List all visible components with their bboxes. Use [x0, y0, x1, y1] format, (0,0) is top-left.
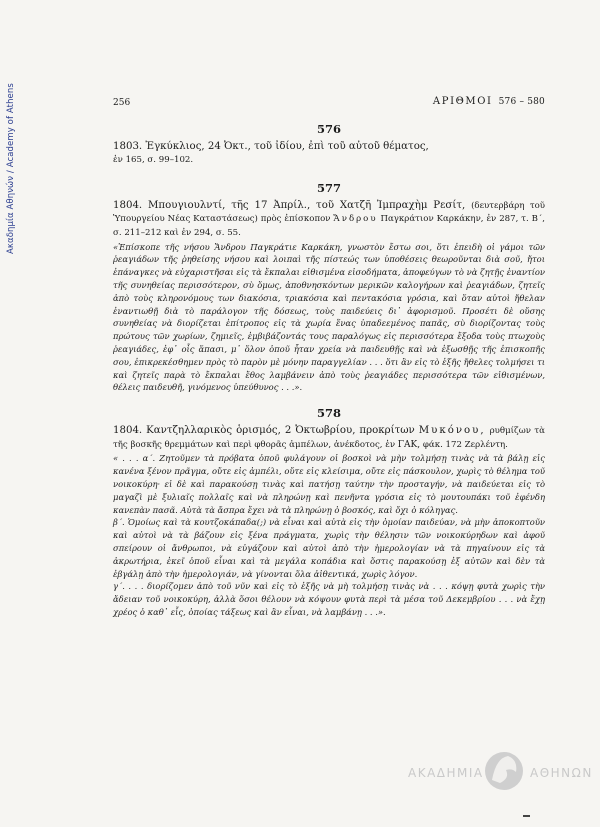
- entry-578-sub-rest: φάκ. 172 Ζερλέντη.: [422, 439, 508, 450]
- header-title-text: ΑΡΙΘΜΟΙ: [432, 96, 493, 107]
- running-header: [113, 96, 545, 112]
- entry-577-place: Ἄνδρου: [333, 214, 378, 225]
- entry-577-lead: 1804. Μπουγιουλντί, τῆς 17 Ἀπρίλ., τοῦ Χατζῆ Ἰμπραχὴμ Ρεσίτ,: [113, 199, 466, 211]
- academy-watermark-logo: [408, 750, 593, 792]
- entry-577-quote-text: «Ἐπίσκοπε τῆς νήσου Ἄνδρου Παγκράτιε Καρκάκη, γνωστὸν ἔστω σοι, ὅτι ἐπειδὴ οἱ γάμοι τῶν ῥεαγιάδων τῆς ῥηθείσης νήσου καὶ λοιπαὶ τῆς πίστεώς των ὑποθέσεις θεωροῦνται διὰ σοῦ, ἤτοι ἐπάναγκες νὰ εὐχαριστῆσαι εἰς τὰ ἔκπαλαι εἰθισμένα εἰσοδήματα, ἀποφεύγων τὸ νὰ ζητῇς ἐναντίον τῆς συνηθείας περισσότερον, σὺ ὅμως, ἀποθνησκόντων μερικῶν καλογήρων καὶ ῥεαγιάδων, ζητεῖς ἀπὸ τοὺς κληρονόμους των διακόσια, τριακόσια καὶ πεντακόσια γρόσια, καὶ ὅταν αὐτοὶ ἤθελαν ἐναντιωθῇ διὰ τὸ παράλογον τῆς δόσεως, τοὺς παιδεύεις δι᾽ ἀφορισμοῦ. Προσέτι δὲ οὔσης συνηθείας νὰ διορίζεται ἐπίτροπος εἰς τὰ χωρία ἕνας ὑπαδεεμένος παπᾶς, σὺ διορίζοντας τοὺς πρώτους τῶν χωρίων, ζημιεῖς, ἐμβιβάζοντάς τους παραλόγως εἰς περισσότερα ἔξοδα τοὺς πτωχοὺς ῥεαγιάδες, ἐφ᾽ οἷς ἅπασι, μ᾽ ὅλον ὁποῦ ἦταν χρεία νὰ παιδευθῇς καὶ νὰ ἐξωσθῇς τῆς ἐπισκοπῆς σου, ἐπικρεκέσθημεν πρὸς τὸ παρὸν μὲ μόνην παραγγελίαν . . . ὅτι ἂν εἰς τὸ ἑξῆς ἤθελες τολμήσει τι καὶ ζητεῖς παρὰ τὸ ἔκπαλαι ἔθος λαμβάνειν ἀπὸ τοὺς ῥεαγιάδες περισσότερα τῶν εἰθισμένων, θέλεις παιδευθῆ, γινόμενος ὑπεύθυνος . . .».: [113, 241, 545, 393]
- entry-578-quote-c: γ΄. . . . διορίζομεν ἀπὸ τοῦ νῦν καὶ εἰς τὸ ἑξῆς νὰ μὴ τολμήσῃ τινὰς νὰ . . . κόψῃ φυτὰ χωρὶς τὴν ἄδειαν τοῦ νοικοκύρη, ἀλλὰ ὅσοι θέλουν νὰ κόψουν φυτὰ περὶ τὰ μέσα τοῦ Δεκεμβρίου . . . νὰ ἔχῃ χρέος ὁ καθ᾽ εἷς, ὁποίας τάξεως καὶ ἂν εἶναι, νὰ λαμβάνῃ . . .».: [113, 581, 545, 617]
- entry-577-quote: [113, 241, 545, 395]
- entry-number-578: 578: [316, 406, 341, 421]
- entry-578: [113, 424, 545, 451]
- entry-577-sub-text: (δευτερβάρη τοῦ Ὑπουργείου Νέας Καταστάσεως) πρὸς ἐπίσκοπον: [113, 200, 545, 225]
- page-end-mark: [523, 815, 530, 817]
- document-page: [113, 96, 545, 619]
- entry-576-ref: ἐν 165, σ. 99–102.: [113, 155, 194, 166]
- header-range: 576 – 580: [498, 97, 545, 107]
- entry-578-archive: ΓΑΚ,: [397, 439, 421, 450]
- watermark-word-left: ΑΚΑΔΗΜΙΑ: [408, 766, 484, 780]
- entry-578-place: Μυκόνου,: [418, 425, 486, 437]
- watermark-word-right: ΑΘΗΝΩΝ: [530, 766, 593, 780]
- archive-stamp: Ακαδημία Αθηνών / Academy of Athens: [6, 83, 16, 254]
- entry-576: [113, 140, 545, 167]
- entry-578-quote: [113, 452, 545, 618]
- entry-577: [113, 199, 545, 240]
- entry-number-576: 576: [316, 122, 341, 136]
- entry-578-quote-a: « . . . α΄. Ζητοῦμεν τὰ πρόβατα ὁποῦ φυλάγουν οἱ βοσκοὶ νὰ μὴν τολμήσῃ τινὰς νὰ τὰ βάλῃ εἰς κανένα ξένον πρᾶγμα, οὔτε εἰς ἀμπέλι, οὔτε εἰς κλείσιμα, οὔτε εἰς πάσκουλον, χωρὶς τὸ θέλημα τοῦ νοικοκύρη· εἰ δὲ καὶ παρακούσῃ τινὰς καὶ πατήσῃ ταύτην τὴν προσταγήν, νὰ παιδεύεται εἰς τὸ μαγαζὶ μὲ ξυλιαῖς πολλαῖς καὶ νὰ πληρώνῃ καὶ πενῆντα γρόσια εἰς τὸ μουτουπάκι τοῦ ἐφένδη κανεπὰν πασᾶ. Αὐτὰ τὰ ἄσπρα ἔχει νὰ τὰ πληρώνῃ ὁ βοσκός, καὶ ὄχι ὁ κόληγας.: [113, 453, 545, 515]
- entry-577-sub-rest: Παγκράτιον Καρκάκην, ἐν 287, τ. Β΄, σ. 211–212 καὶ ἐν 294, σ. 55.: [113, 214, 545, 238]
- entry-number-577: 577: [316, 180, 341, 195]
- entry-578-sub-text: ρυθμίζων τὰ τῆς βοσκῆς θρεμμάτων καὶ περὶ φθορᾶς ἀμπέλων, ἀνέκδοτος, ἐν: [113, 426, 545, 450]
- entry-576-lead: 1803. Ἐγκύκλιος, 24 Ὀκτ., τοῦ ἰδίου, ἐπὶ τοῦ αὐτοῦ θέματος,: [113, 141, 429, 152]
- header-title: [433, 96, 545, 107]
- entry-578-quote-b: β΄. Ὁμοίως καὶ τὰ κουτζοκάπαδα(;) νὰ εἶναι καὶ αὐτὰ εἰς τὴν ὁμοίαν παιδεύαν, νὰ μὴν ἀποκοπτοῦν καὶ αὐτοὶ νὰ τὰ βάζουν εἰς ξένα πράγματα, χωρὶς τὴν θέλησιν τῶν νοικοκύρηδων καὶ ἀφοῦ σπείρουν οἱ ἄνθρωποι, νὰ εὐγάζουν καὶ αὐτοὶ ἀπὸ τὴν ἡμερολογίαν νὰ τὰ πηγαίνουν εἰς τὰ ἀκρωτήρια, ἐκεῖ ὁποῦ εἶναι καὶ τὰ μεγάλα κοπάδια καὶ ὅστις παρακούσῃ ἐξ αὐτῶν καὶ δὲν τὰ ἐβγάλῃ ἀπὸ τὴν ἡμερολογιάν, νὰ γίνονται ὅλα ἀἰθεντικά, χωρὶς λόγον.: [113, 517, 545, 579]
- page-number: 256: [113, 98, 131, 108]
- entry-578-lead: 1804. Καντζηλλαρικὸς ὁρισμός, 2 Ὀκτωβρίου, προκρίτων: [113, 425, 415, 437]
